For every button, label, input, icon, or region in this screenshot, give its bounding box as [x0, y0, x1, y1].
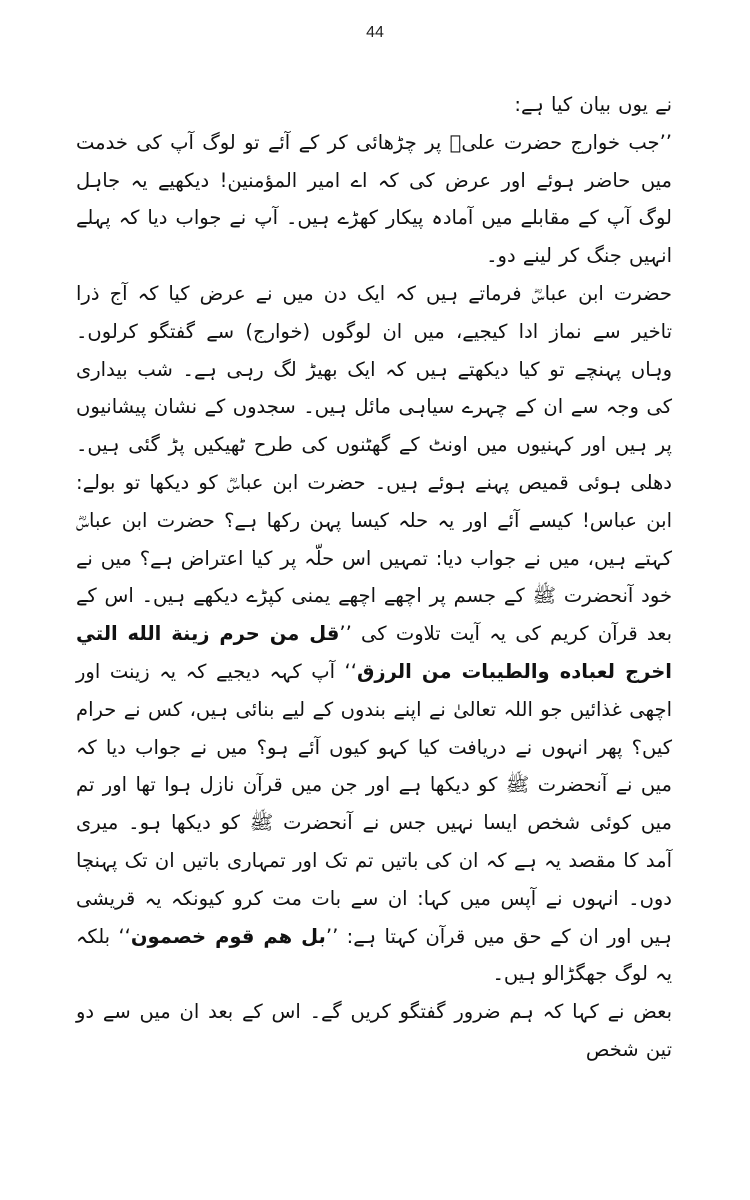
main-text-part-2: ‘‘ آپ کہہ دیجیے کہ یہ زینت اور اچھی غذائیں جو اللہ تعالیٰ نے اپنے بندوں کے لیے بنائی ہیں، کس نے حرام کیں؟ پھر انہوں نے دریافت کیا کہو کیوں آئے ہو؟ میں نے جواب دیا کہ میں نے آنحضرت ﷺ کو دیکھا ہے اور جن میں قرآن نازل ہوا تھا اور تم میں کوئی شخص ایسا نہیں جس نے آنحضرت ﷺ کو دیکھا ہو۔ میری آمد کا مقصد یہ ہے کہ ان کی باتیں تم تک اور تمہاری باتیں ان تک پہنچا دوں۔ انہوں نے آپس میں کہا: ان سے بات مت کرو کیونکہ یہ قریشی ہیں اور ان کے حق میں قرآن کہتا ہے: ’’ [76, 659, 672, 948]
main-text-part-3: ‘‘ بلکہ یہ لوگ جھگڑالو ہیں۔ [76, 924, 672, 986]
page-body [76, 86, 672, 1069]
paragraph-last: بعض نے کہا کہ ہم ضرور گفتگو کریں گے۔ اس کے بعد ان میں سے دو تین شخص [76, 1000, 672, 1061]
quran-verse-2: بل هم قوم خصمون [130, 924, 326, 948]
paragraph-main [76, 275, 672, 993]
paragraph-intro: نے یوں بیان کیا ہے: [514, 93, 672, 116]
quran-verse-1: قل من حرم زينة الله التي اخرج لعباده والطيبات من الرزق [76, 622, 672, 683]
main-text-part-1: حضرت ابن عباسؓ فرماتے ہیں کہ ایک دن میں نے عرض کیا کہ آج ذرا تاخیر سے نماز ادا کیجیے، میں ان لوگوں (خوارج) سے گفتگو کرلوں۔ وہاں پہنچے تو کیا دیکھتے ہیں کہ ایک بھیڑ لگ رہی ہے۔ شب بیداری کی وجہ سے ان کے چہرے سیاہی مائل ہیں۔ سجدوں کے نشان پیشانیوں پر ہیں اور کہنیوں میں اونٹ کے گھٹنوں کی طرح ٹھیکیں پڑ گئی ہیں۔ دھلی ہوئی قمیص پہنے ہوئے ہیں۔ حضرت ابن عباسؓ کو دیکھا تو بولے: ابن عباس! کیسے آئے اور یہ حلہ کیسا پہن رکھا ہے؟ حضرت ابن عباسؓ کہتے ہیں، میں نے جواب دیا: تمہیں اس حلّہ پر کیا اعتراض ہے؟ میں نے خود آنحضرت ﷺ کے جسم پر اچھے اچھے یمنی کپڑے دیکھے ہیں۔ اس کے بعد قرآن کریم کی یہ آیت تلاوت کی ’’ [76, 281, 672, 646]
paragraph-quote: ’’جب خوارج حضرت علیؓ پر چڑھائی کر کے آئے تو لوگ آپ کی خدمت میں حاضر ہوئے اور عرض کی کہ اے امیر المؤمنین! دیکھیے یہ جاہل لوگ آپ کے مقابلے میں آمادہ پیکار کھڑے ہیں۔ آپ نے جواب دیا کہ پہلے انہیں جنگ کر لینے دو۔ [76, 130, 672, 268]
page-number: 44 [366, 24, 384, 41]
